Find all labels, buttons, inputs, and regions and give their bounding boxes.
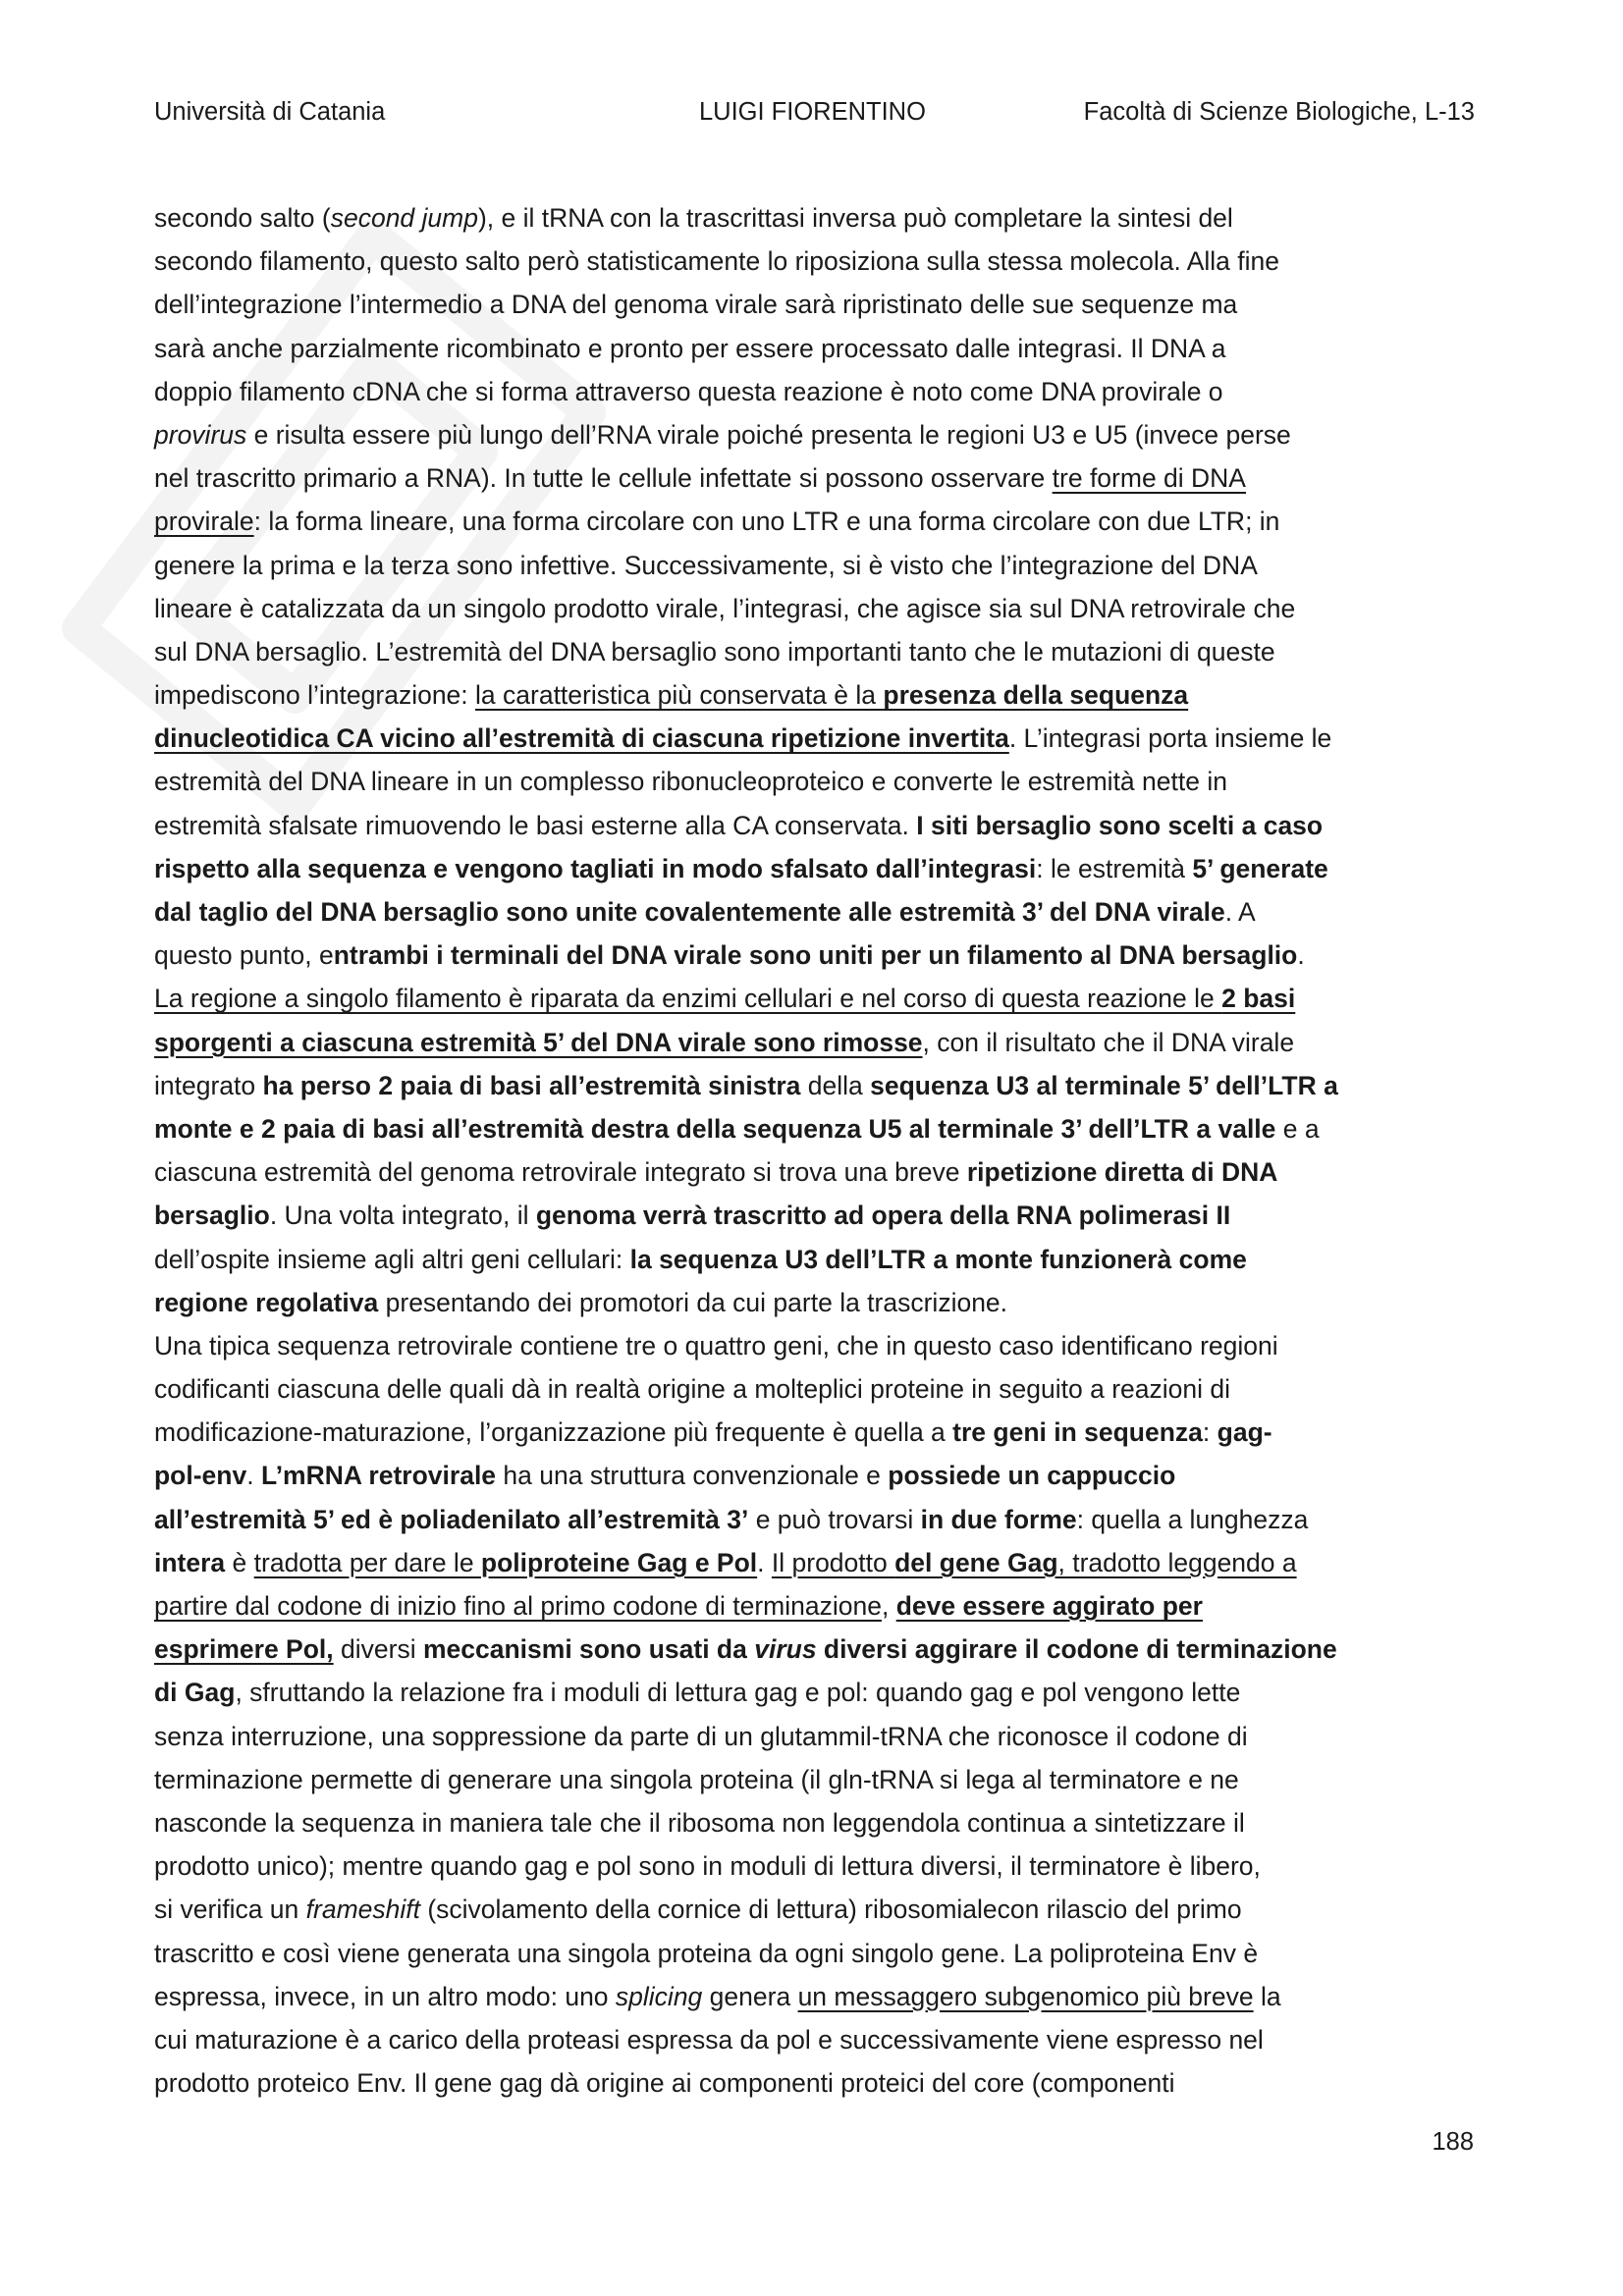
text-run: possiede un cappuccio [888, 1461, 1176, 1491]
text-run: sequenza U3 al terminale 5’ dell’LTR a [870, 1070, 1338, 1100]
text-line [154, 2061, 1475, 2105]
text-line [154, 1324, 1475, 1367]
text-run: . [757, 1547, 772, 1577]
text-run: tre geni in sequenza [952, 1417, 1203, 1448]
header-faculty: Facoltà di Scienze Biologiche, L-13 [1083, 98, 1475, 126]
text-line [154, 630, 1475, 673]
text-run: doppio filamento cDNA che si forma attraverso questa reazione è noto come DNA provirale o [154, 376, 1223, 406]
text-line [154, 1281, 1475, 1324]
text-run: genere la prima e la terza sono infettive. Successivamente, si è visto che l’integrazione del DNA [154, 550, 1258, 580]
text-run: è [225, 1547, 254, 1577]
text-run: espressa, invece, in un altro modo: uno [154, 1981, 616, 2011]
text-run: : la forma lineare, una forma circolare con uno LTR e una forma circolare con due LTR; in [253, 507, 1280, 537]
text-run: . [1297, 940, 1305, 971]
text-run: e a [1275, 1113, 1320, 1144]
text-run: . A [1224, 897, 1256, 927]
text-run: e può trovarsi [748, 1504, 921, 1534]
text-run: modificazione-maturazione, l’organizzazione più frequente è quella a [154, 1417, 953, 1448]
text-run: la caratteristica più conservata è la [475, 680, 884, 711]
header-author: LUIGI FIORENTINO [699, 98, 926, 126]
text-line [154, 544, 1475, 587]
text-line [154, 1107, 1475, 1150]
text-run: rispetto alla sequenza e vengono tagliati in modo sfalsato dall’integrasi [154, 853, 1037, 883]
text-line [154, 1975, 1475, 2018]
text-line [154, 1584, 1475, 1628]
text-run: diversi [333, 1634, 423, 1665]
text-run: poliproteine Gag e Pol [480, 1547, 758, 1577]
text-line [154, 1367, 1475, 1411]
text-run: ha una struttura convenzionale e [496, 1461, 889, 1491]
text-run: : [1202, 1417, 1217, 1448]
text-line [154, 1238, 1475, 1281]
text-line [154, 240, 1475, 283]
text-run: diversi aggirare il codone di terminazione [816, 1634, 1337, 1665]
text-run: si verifica un [154, 1895, 306, 1925]
text-line [154, 760, 1475, 803]
text-run: estremità sfalsate rimuovendo le basi esterne alla CA conservata. [154, 810, 917, 840]
text-run: dell’integrazione l’intermedio a DNA del genoma virale sarà ripristinato delle sue sequenze ma [154, 290, 1238, 320]
text-line [154, 934, 1475, 977]
text-run: virus [754, 1634, 817, 1665]
text-run: (scivolamento della cornice di lettura) ribosomialecon rilascio del primo [419, 1895, 1242, 1925]
text-run: sporgenti a ciascuna estremità 5’ del DNA virale sono rimosse [154, 1027, 923, 1057]
text-run: genoma verrà trascritto ad opera della RNA polimerasi II [535, 1201, 1231, 1231]
text-line [154, 196, 1475, 240]
text-line [154, 456, 1475, 500]
text-run: provirus [154, 419, 247, 450]
text-run: dinucleotidica CA vicino all’estremità di ciascuna ripetizione invertita [154, 723, 1009, 754]
text-run: lineare è catalizzata da un singolo prodotto virale, l’integrasi, che agisce sia sul DNA retrovirale che [154, 593, 1296, 623]
text-run: 5’ generate [1192, 853, 1328, 883]
text-run: all’estremità 5’ ed è poliadenilato all’estremità 3’ [154, 1504, 749, 1534]
text-line [154, 1671, 1475, 1714]
text-line [154, 500, 1475, 543]
text-line [154, 1715, 1475, 1758]
text-run: esprimere Pol, [154, 1634, 334, 1665]
text-run: deve essere aggirato per [895, 1591, 1203, 1621]
text-run: un messaggero subgenomico più breve [797, 1981, 1254, 2011]
text-run: senza interruzione, una soppressione da parte di un glutammil-tRNA che riconosce il codone di [154, 1721, 1248, 1751]
text-line [154, 1411, 1475, 1454]
text-run: nel trascritto primario a RNA). In tutte le cellule infettate si possono osservare [154, 463, 1053, 494]
text-run: frameshift [305, 1895, 420, 1925]
text-run: : quella a lunghezza [1076, 1504, 1309, 1534]
text-line [154, 1628, 1475, 1671]
text-run: . L’integrasi porta insieme le [1008, 723, 1332, 754]
text-line [154, 717, 1475, 760]
text-run: splicing [615, 1981, 703, 2011]
text-line [154, 1844, 1475, 1888]
text-line [154, 1758, 1475, 1801]
text-run: , sfruttando la relazione fra i moduli di lettura gag e pol: quando gag e pol vengono lette [235, 1678, 1241, 1708]
header-university: Università di Catania [154, 98, 386, 126]
text-run: ripetizione diretta di DNA [966, 1157, 1278, 1188]
text-line [154, 1454, 1475, 1497]
text-run: terminazione permette di generare una singola proteina (il gln-tRNA si lega al terminatore e ne [154, 1764, 1239, 1794]
text-run: second jump [330, 203, 478, 233]
text-run: prodotto proteico Env. Il gene gag dà origine ai componenti proteici del core (componenti [154, 2068, 1175, 2099]
text-run: I siti bersaglio sono scelti a caso [916, 810, 1324, 840]
text-run: del gene Gag [894, 1547, 1058, 1577]
text-run: regione regolativa [154, 1287, 379, 1317]
body-text [154, 196, 1475, 2105]
text-run: presentando dei promotori da cui parte la trascrizione. [378, 1287, 1008, 1317]
text-line [154, 1194, 1475, 1237]
text-run: monte e 2 paia di basi all’estremità destra della sequenza U5 al terminale 3’ dell’LTR a valle [154, 1113, 1276, 1144]
text-run: e risulta essere più lungo dell’RNA virale poiché presenta le regioni U3 e U5 (invece perse [246, 419, 1291, 450]
text-run: genera [702, 1981, 798, 2011]
text-line [154, 977, 1475, 1020]
text-line [154, 370, 1475, 413]
text-run: secondo filamento, questo salto però statisticamente lo riposiziona sulla stessa molecola. Alla fine [154, 246, 1280, 277]
text-run: . [246, 1461, 261, 1491]
text-line [154, 1888, 1475, 1931]
text-run: bersaglio [154, 1201, 270, 1231]
text-line [154, 1064, 1475, 1107]
text-run: L’mRNA retrovirale [260, 1461, 497, 1491]
text-run: cui maturazione è a carico della proteasi espressa da pol e successivamente viene espresso nel [154, 2024, 1264, 2055]
text-run: prodotto unico); mentre quando gag e pol sono in moduli di lettura diversi, il terminatore è libero, [154, 1851, 1261, 1882]
page-header [154, 98, 1475, 137]
text-run: provirale [154, 507, 254, 537]
text-line [154, 413, 1475, 456]
text-line [154, 1541, 1475, 1584]
text-line [154, 283, 1475, 326]
text-line [154, 804, 1475, 847]
text-run: ), e il tRNA con la trascrittasi inversa può completare la sintesi del [477, 203, 1233, 233]
text-run: , tradotto leggendo a [1057, 1547, 1297, 1577]
text-line [154, 1021, 1475, 1064]
text-run: Una tipica sequenza retrovirale contiene tre o quattro geni, che in questo caso identificano regioni [154, 1330, 1278, 1361]
text-run: , [881, 1591, 896, 1621]
text-run: ha perso 2 paia di basi all’estremità sinistra [262, 1070, 801, 1100]
text-run: dal taglio del DNA bersaglio sono unite covalentemente alle estremità 3’ del DNA virale [154, 897, 1225, 927]
text-line [154, 1932, 1475, 1975]
text-run: codificanti ciascuna delle quali dà in realtà origine a molteplici proteine in seguito a reazioni di [154, 1374, 1230, 1405]
text-run: presenza della sequenza [883, 680, 1189, 711]
text-line [154, 673, 1475, 717]
text-run: sarà anche parzialmente ricombinato e pronto per essere processato dalle integrasi. Il DNA a [154, 333, 1226, 363]
text-run: impediscono l’integrazione: [154, 680, 476, 711]
text-run: integrato [154, 1070, 263, 1100]
text-line [154, 327, 1475, 370]
text-run: sul DNA bersaglio. L’estremità del DNA bersaglio sono importanti tanto che le mutazioni di queste [154, 636, 1275, 667]
text-run: tradotta per dare le [253, 1547, 481, 1577]
text-line [154, 1498, 1475, 1541]
text-line [154, 847, 1475, 890]
text-run: la [1253, 1981, 1281, 2011]
text-run: ciascuna estremità del genoma retrovirale integrato si trova una breve [154, 1157, 967, 1188]
text-run: in due forme [920, 1504, 1077, 1534]
text-line [154, 587, 1475, 630]
text-run: : le estremità [1036, 853, 1193, 883]
text-run: estremità del DNA lineare in un complesso ribonucleoproteico e converte le estremità nette in [154, 767, 1227, 797]
text-run: , con il risultato che il DNA virale [922, 1027, 1295, 1057]
text-run: della [800, 1070, 871, 1100]
text-run: Il prodotto [771, 1547, 895, 1577]
text-line [154, 890, 1475, 934]
text-run: ntrambi i terminali del DNA virale sono uniti per un filamento al DNA bersaglio [333, 940, 1298, 971]
text-run: secondo salto ( [154, 203, 331, 233]
text-run: dell’ospite insieme agli altri geni cellulari: [154, 1244, 630, 1274]
text-run: meccanismi sono usati da [422, 1634, 755, 1665]
text-line [154, 1150, 1475, 1194]
text-run: di Gag [154, 1678, 236, 1708]
text-run: questo punto, e [154, 940, 334, 971]
text-run: partire dal codone di inizio fino al primo codone di terminazione [154, 1591, 882, 1621]
text-run: . Una volta integrato, il [269, 1201, 536, 1231]
text-run: 2 basi [1221, 984, 1296, 1014]
text-run: trascritto e così viene generata una singola proteina da ogni singolo gene. La poliproteina Env è [154, 1938, 1259, 1968]
text-run: tre forme di DNA [1052, 463, 1246, 494]
text-run: intera [154, 1547, 226, 1577]
text-run: La regione a singolo filamento è riparata da enzimi cellulari e nel corso di questa reazione le [154, 984, 1222, 1014]
text-run: nasconde la sequenza in maniera tale che il ribosoma non leggendola continua a sintetizzare il [154, 1807, 1245, 1838]
text-line [154, 1801, 1475, 1844]
text-run: gag- [1217, 1417, 1272, 1448]
text-line [154, 2018, 1475, 2061]
page-number: 188 [1432, 2128, 1474, 2156]
text-run: pol-env [154, 1461, 247, 1491]
text-run: la sequenza U3 dell’LTR a monte funzionerà come [629, 1244, 1247, 1274]
